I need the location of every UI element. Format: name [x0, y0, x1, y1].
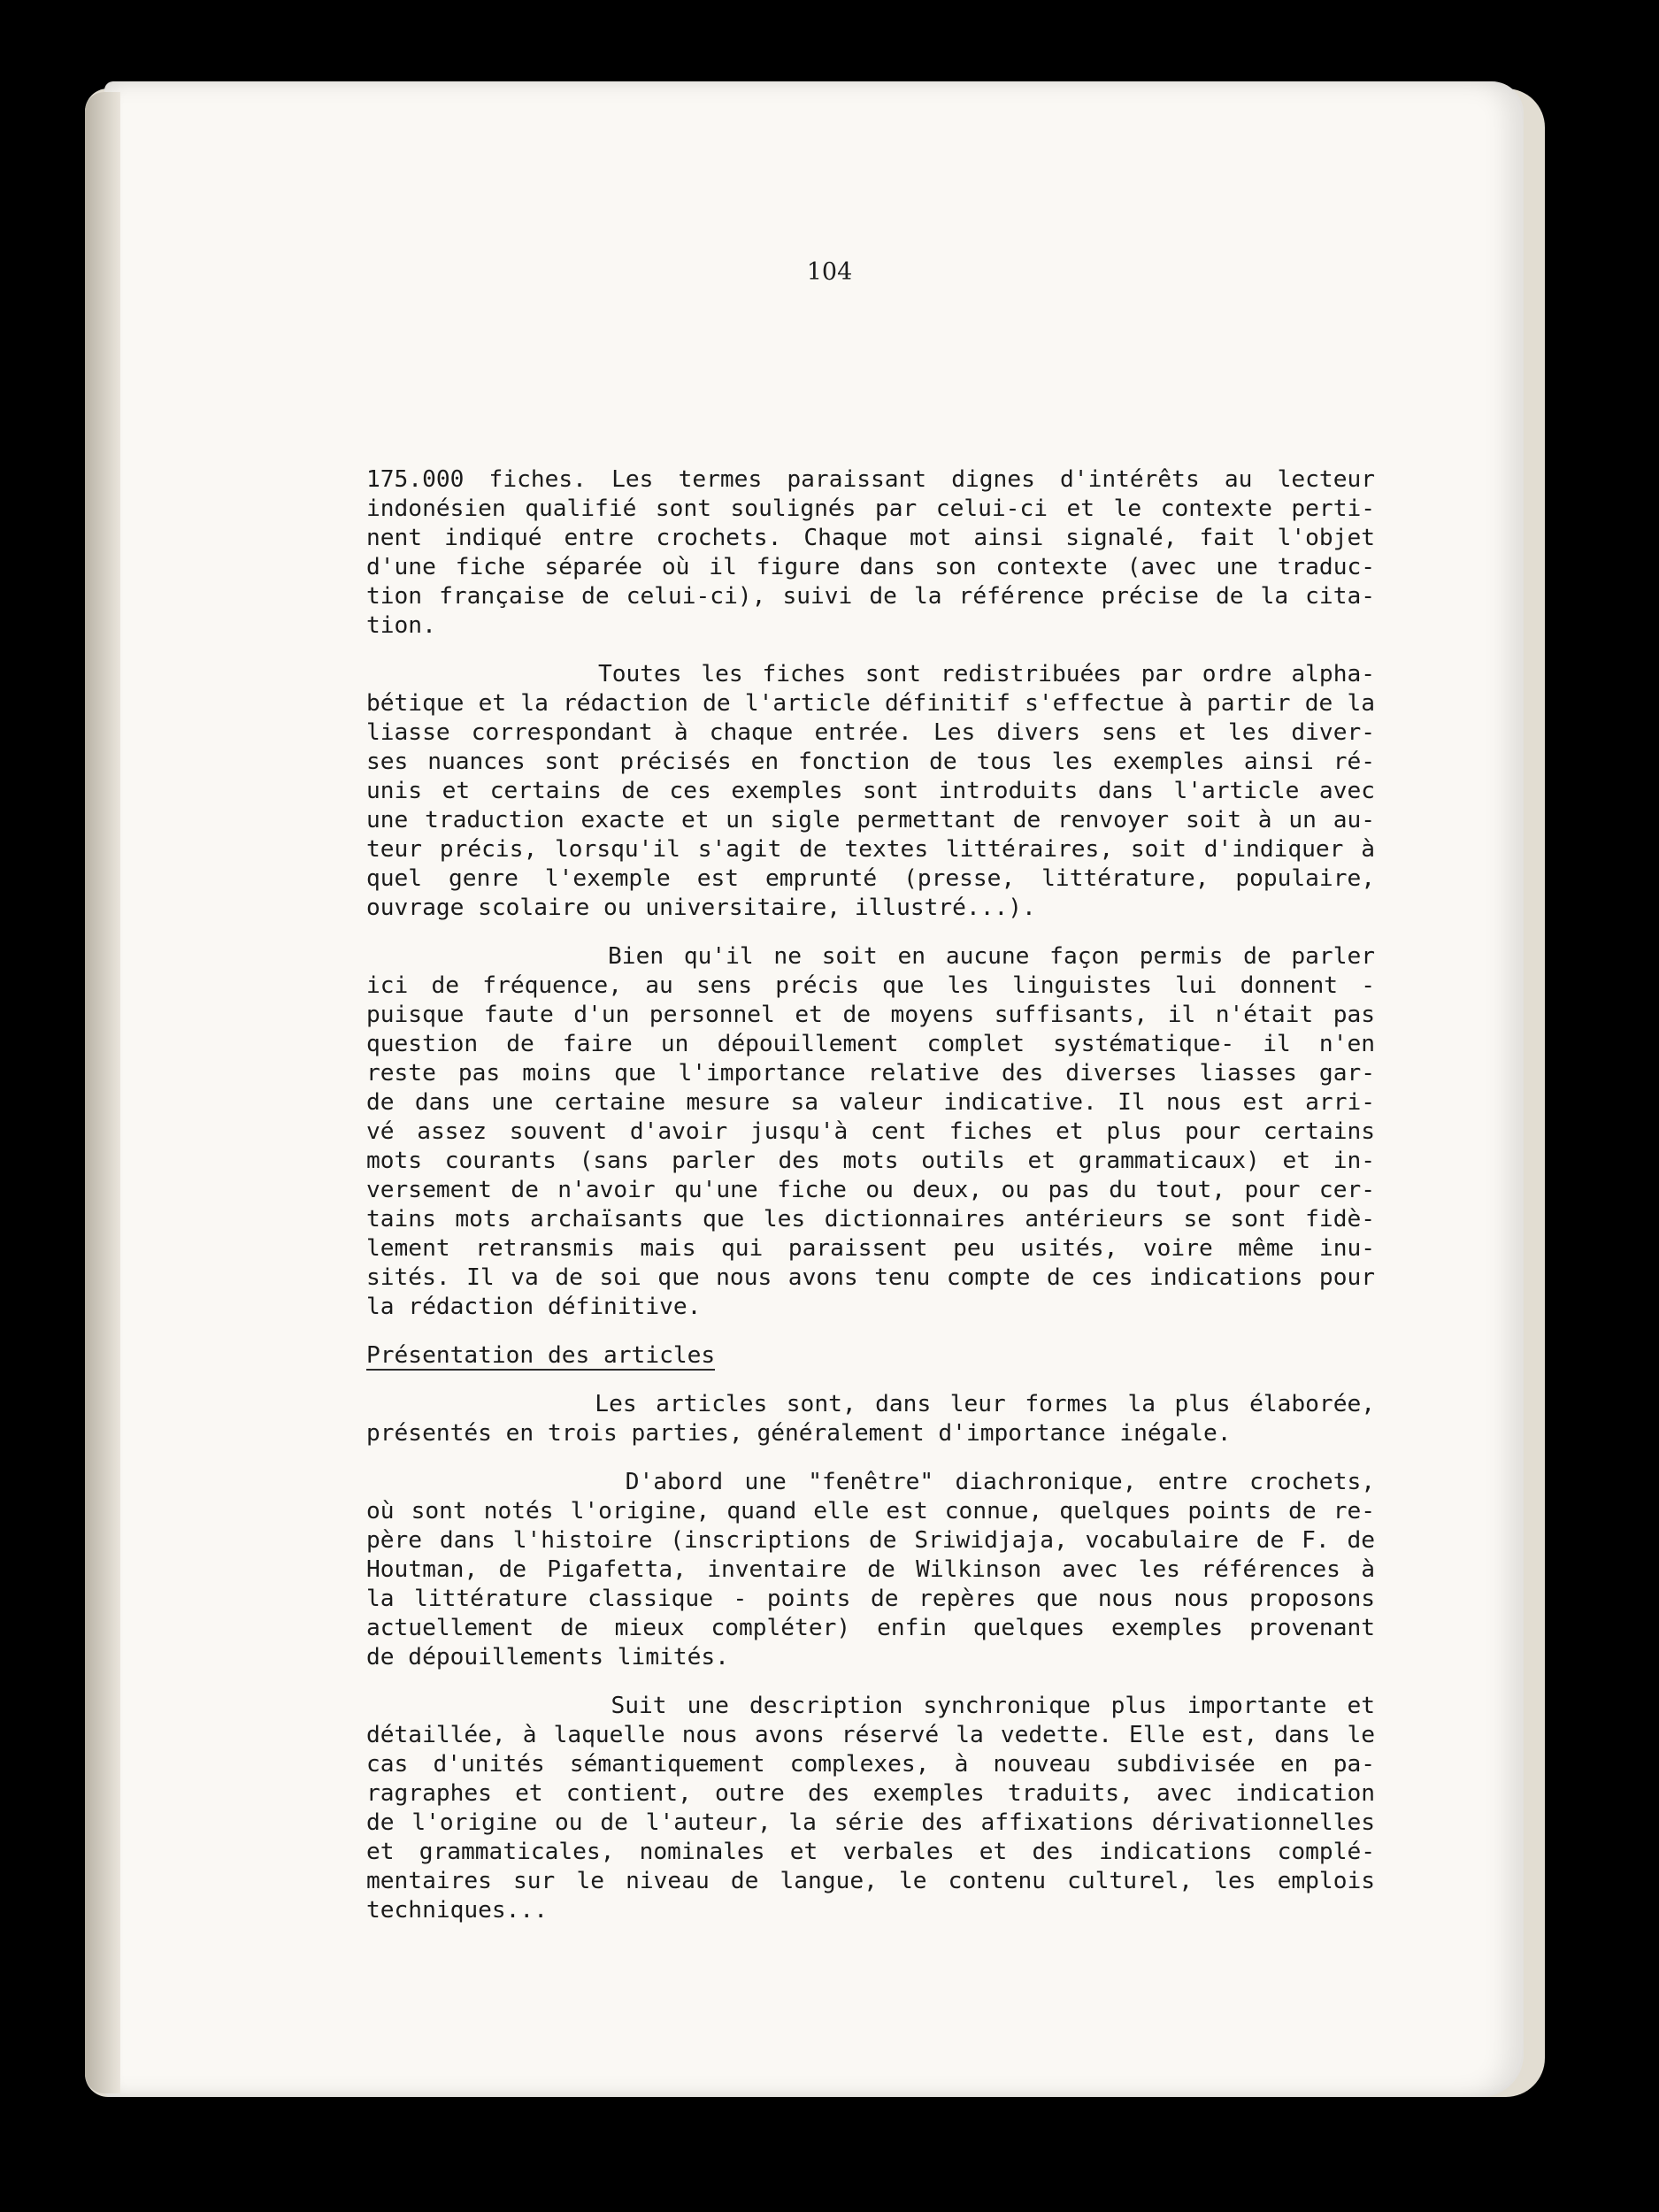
text-line: détaillée, à laquelle nous avons réservé la vedette. Elle est, dans le — [366, 1722, 1375, 1748]
text-line: question de faire un dépouillement complet systématique- il n'en — [366, 1031, 1375, 1057]
text-line: liasse correspondant à chaque entrée. Les divers sens et les diver- — [366, 719, 1375, 746]
text-line: versement de n'avoir qu'une fiche ou deux, ou pas du tout, pour cer- — [366, 1177, 1375, 1203]
paragraph — [366, 1692, 1375, 1925]
text-line: ici de fréquence, au sens précis que les linguistes lui donnent - — [366, 972, 1375, 999]
text-line: père dans l'histoire (inscriptions de Sriwidjaja, vocabulaire de F. de — [366, 1527, 1375, 1554]
text-line: bétique et la rédaction de l'article définitif s'effectue à partir de la — [366, 690, 1375, 717]
text-line: teur précis, lorsqu'il s'agit de textes littéraires, soit d'indiquer à — [366, 836, 1375, 863]
text-line: où sont notés l'origine, quand elle est connue, quelques points de re- — [366, 1498, 1375, 1525]
text-line: présentés en trois parties, généralement d'importance inégale. — [366, 1420, 1232, 1447]
text-line: la littérature classique - points de repères que nous nous proposons — [366, 1586, 1375, 1612]
text-line: unis et certains de ces exemples sont introduits dans l'article avec — [366, 778, 1375, 804]
text-line: cas d'unités sémantiquement complexes, à nouveau subdivisée en pa- — [366, 1751, 1375, 1778]
page-number: 104 — [806, 258, 853, 286]
text-line: actuellement de mieux compléter) enfin quelques exemples provenant — [366, 1615, 1375, 1641]
text-line: tains mots archaïsants que les dictionnaires antérieurs se sont fidè- — [366, 1206, 1375, 1233]
text-line: D'abord une "fenêtre" diachronique, entre crochets, — [366, 1469, 1375, 1495]
text-line: de dépouillements limités. — [366, 1644, 729, 1671]
text-line: et grammaticales, nominales et verbales et des indications complé- — [366, 1839, 1375, 1865]
paragraph — [366, 660, 1375, 923]
body-text — [366, 465, 1375, 1925]
paragraph — [366, 1390, 1375, 1448]
text-line: la rédaction définitive. — [366, 1294, 702, 1320]
text-line: nent indiqué entre crochets. Chaque mot ainsi signalé, fait l'objet — [366, 525, 1375, 551]
text-line: puisque faute d'un personnel et de moyens suffisants, il n'était pas — [366, 1002, 1375, 1028]
text-line: ses nuances sont précisés en fonction de tous les exemples ainsi ré- — [366, 749, 1375, 775]
text-line: d'une fiche séparée où il figure dans son contexte (avec une traduc- — [366, 554, 1375, 580]
text-line: ouvrage scolaire ou universitaire, illustré...). — [366, 895, 1036, 921]
text-line: reste pas moins que l'importance relative des diverses liasses gar- — [366, 1060, 1375, 1087]
text-line: de l'origine ou de l'auteur, la série des affixations dérivationnelles — [366, 1809, 1375, 1836]
section-heading-line — [366, 1341, 1375, 1371]
text-line: lement retransmis mais qui paraissent peu usités, voire même inu- — [366, 1235, 1375, 1262]
text-line: ragraphes et contient, outre des exemples traduits, avec indication — [366, 1780, 1375, 1807]
text-line: tion française de celui-ci), suivi de la référence précise de la cita- — [366, 583, 1375, 610]
text-line: une traduction exacte et un sigle permettant de renvoyer soit à un au- — [366, 807, 1375, 833]
text-line: quel genre l'exemple est emprunté (presse, littérature, populaire, — [366, 865, 1375, 892]
text-line: de dans une certaine mesure sa valeur indicative. Il nous est arri- — [366, 1089, 1375, 1116]
text-line: techniques... — [366, 1897, 548, 1924]
text-line: Les articles sont, dans leur formes la plus élaborée, — [366, 1391, 1375, 1417]
text-line: mentaires sur le niveau de langue, le contenu culturel, les emplois — [366, 1868, 1375, 1894]
text-line: Houtman, de Pigafetta, inventaire de Wilkinson avec les références à — [366, 1556, 1375, 1583]
text-line: Suit une description synchronique plus importante et — [366, 1693, 1375, 1719]
text-line: tion. — [366, 612, 436, 639]
text-line: Bien qu'il ne soit en aucune façon permis de parler — [366, 943, 1375, 970]
text-line: Toutes les fiches sont redistribuées par ordre alpha- — [366, 661, 1375, 687]
text-line: sités. Il va de soi que nous avons tenu compte de ces indications pour — [366, 1264, 1375, 1291]
paragraphs-before-heading — [366, 465, 1375, 1322]
section-heading: Présentation des articles — [366, 1342, 716, 1369]
paragraphs-after-heading — [366, 1390, 1375, 1925]
book-spine-shadow — [85, 92, 120, 2093]
text-line: mots courants (sans parler des mots outils et grammaticaux) et in- — [366, 1148, 1375, 1174]
paragraph — [366, 942, 1375, 1322]
text-line: vé assez souvent d'avoir jusqu'à cent fiches et plus pour certains — [366, 1118, 1375, 1145]
paragraph — [366, 1468, 1375, 1672]
text-line: 175.000 fiches. Les termes paraissant dignes d'intérêts au lecteur — [366, 466, 1375, 493]
text-line: indonésien qualifié sont soulignés par celui-ci et le contexte perti- — [366, 495, 1375, 522]
paragraph — [366, 465, 1375, 641]
